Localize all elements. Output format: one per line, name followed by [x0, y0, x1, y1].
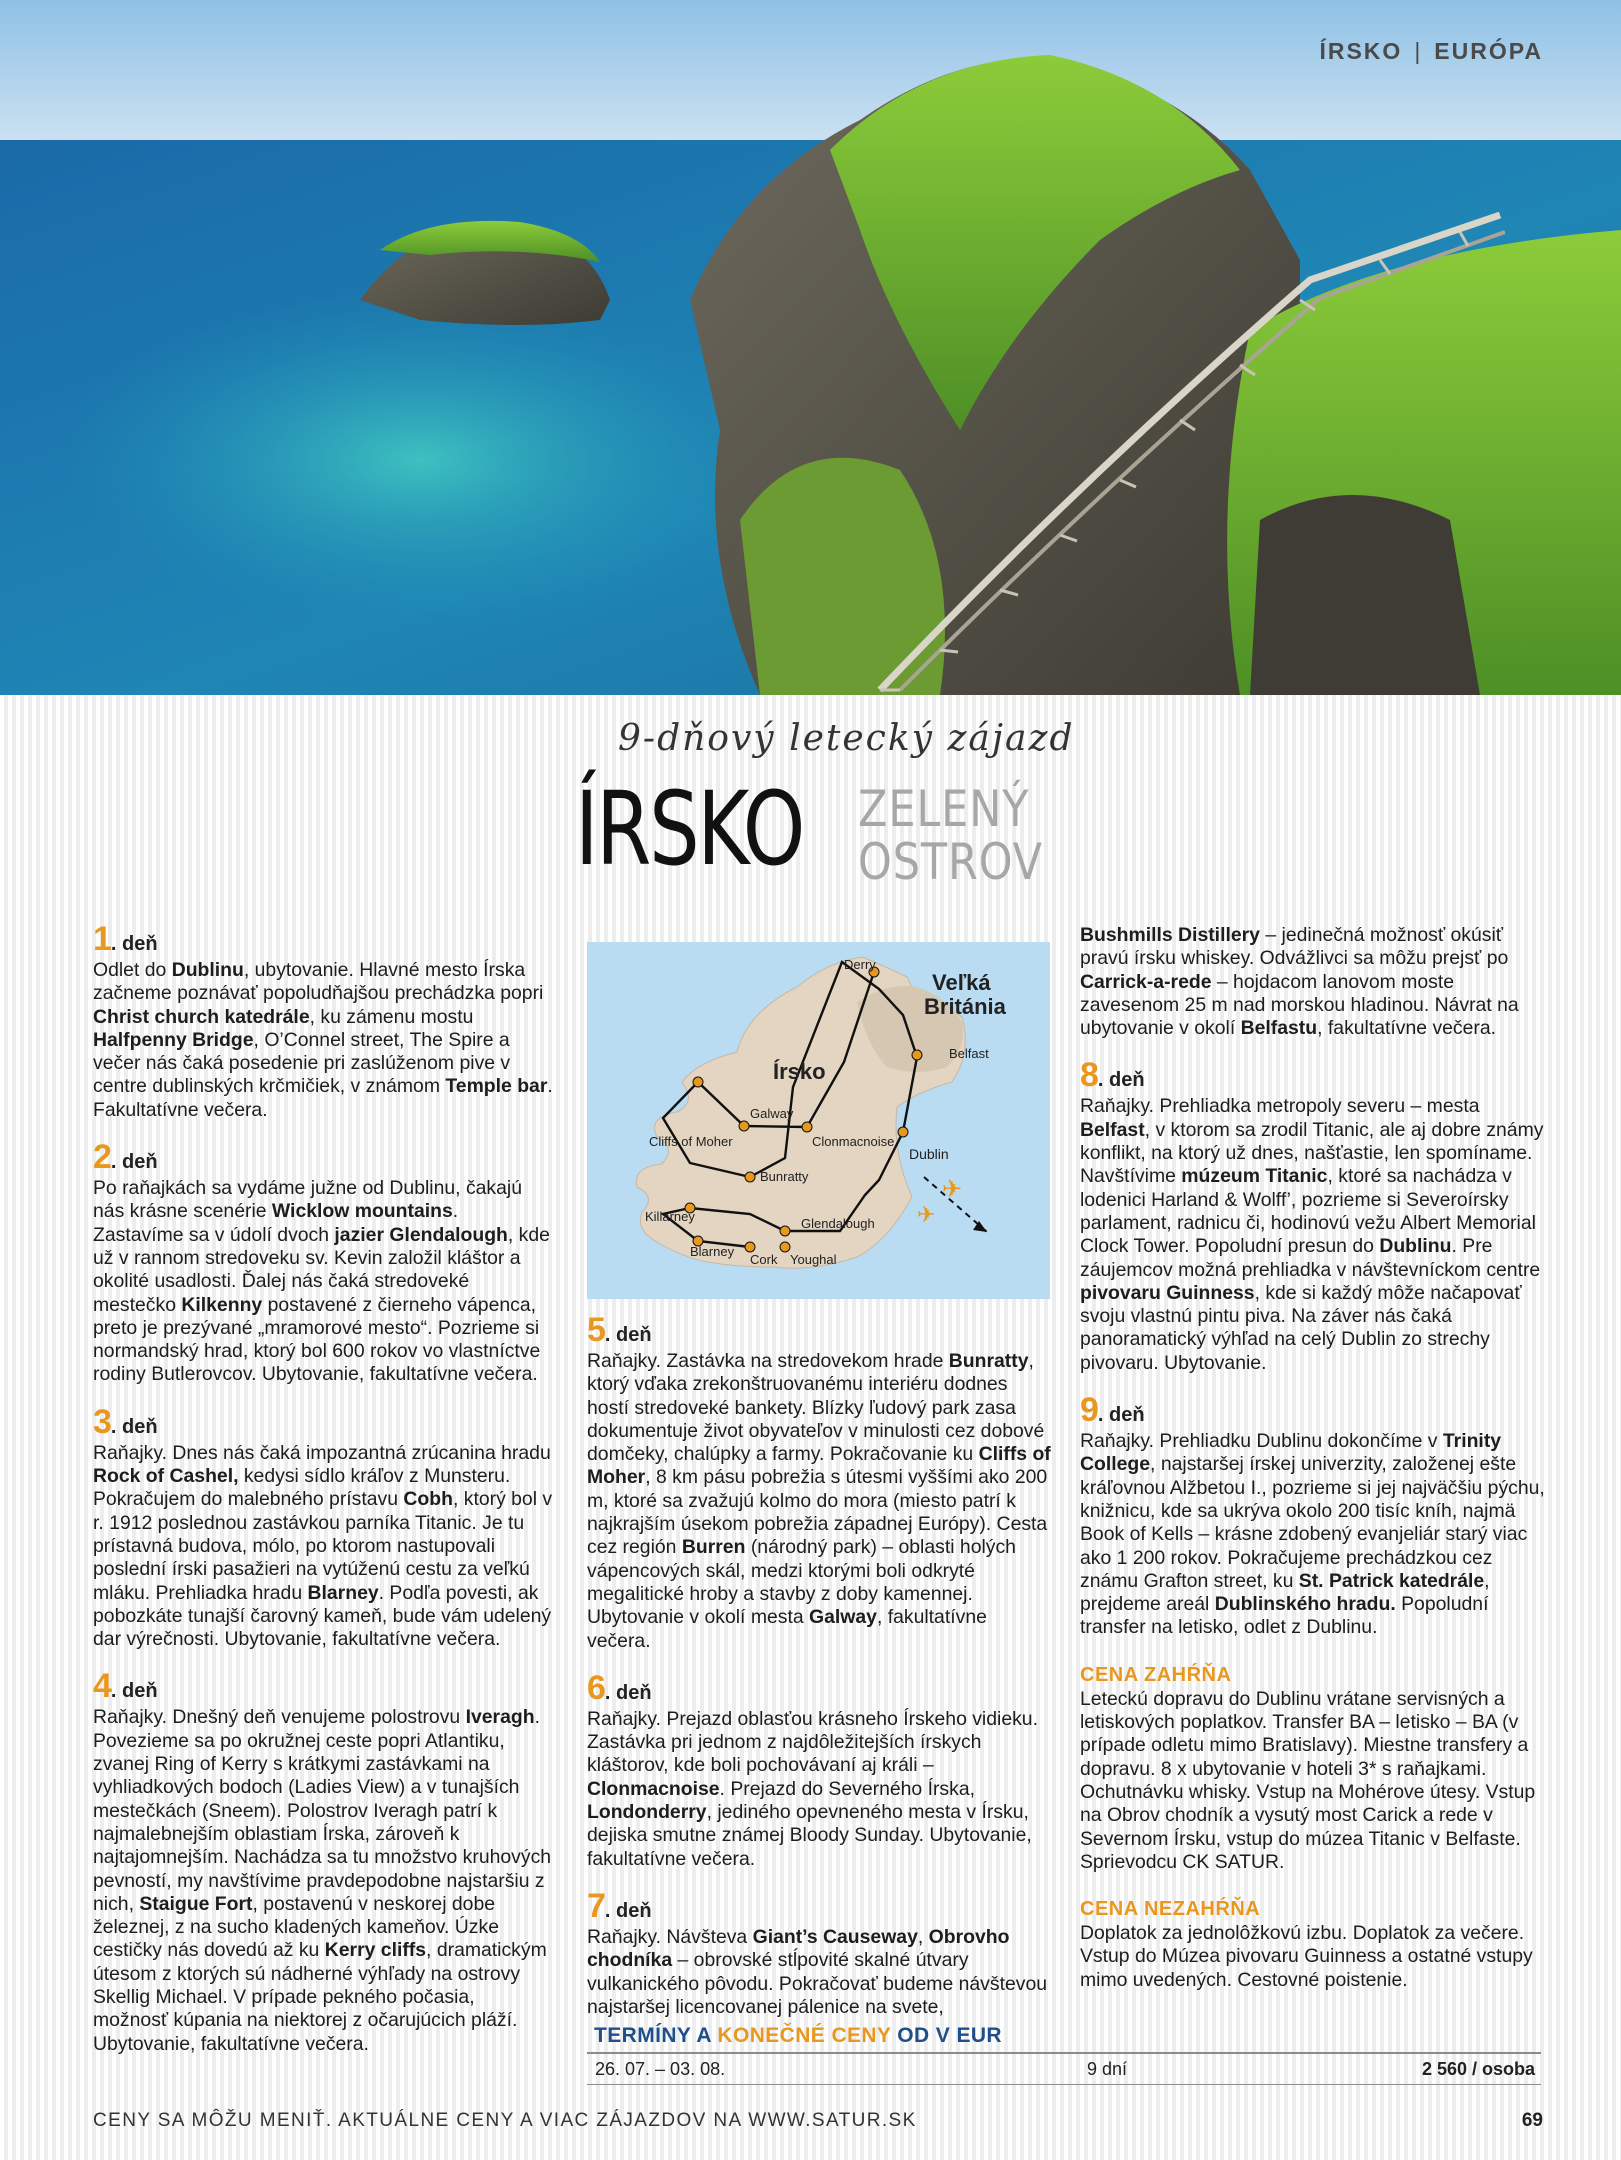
body-text: (národný park) – oblasti holých vápencových skál, medzi ktorými boli odkryté megalitické hroby a stavby z doby kamennej. Ubytovanie v okolí mesta	[587, 1536, 1016, 1629]
body-text: , kde už v rannom stredoveku sv. Kevin založil kláštor a okolité usadlosti. Ďalej nás čaká stredoveké mestečko	[93, 1223, 550, 1316]
highlight-text: Dublinu	[171, 959, 244, 981]
day-number: 1	[93, 920, 111, 958]
map-label-clonmacnoise: Clonmacnoise	[812, 1134, 895, 1149]
body-text: Raňajky. Prehliadka metropoly severu – mesta	[1080, 1095, 1480, 1118]
map-label-uk_line2: Británia	[924, 994, 1006, 1019]
highlight-text: Rock of Cashel,	[93, 1465, 239, 1488]
city-dot	[802, 1122, 812, 1132]
page-number: 69	[1521, 2110, 1543, 2131]
plane-icon: ✈	[917, 1203, 936, 1228]
day-continued	[1080, 924, 1550, 1040]
highlight-text: Wicklow mountains	[271, 1200, 453, 1223]
highlight-text: Temple bar	[445, 1075, 548, 1098]
breadcrumb-continent: EURÓPA	[1434, 38, 1543, 64]
map-label-youghal: Youghal	[790, 1252, 837, 1267]
breadcrumb-divider: |	[1414, 38, 1423, 64]
highlight-text: Halfpenny Bridge	[93, 1028, 254, 1051]
coastal-landscape-illustration	[0, 0, 1621, 695]
city-dot	[739, 1121, 749, 1131]
day-number: 8	[1080, 1056, 1098, 1095]
day-1	[93, 920, 553, 1122]
highlight-text: Belfast	[1080, 1118, 1145, 1141]
body-text: , ku zámenu mostu	[309, 1005, 474, 1028]
price-included-text: Leteckú dopravu do Dublinu vrátane servisných a letiskových poplatkov. Transfer BA – letisko – BA (v prípade odletu mimo Bratislavy). Miestne transfery a dopravu. 8 x ubytovanie v hoteli 3* s raňajkami. Ochutnávku whisky. Vstup na Mohérove útesy. Vstup na Obrov chodník a vysutý most Carick a rede v Severnom Írsku, vstup do múzea Titanic v Belfaste. Sprievodcu CK SATUR.	[1080, 1687, 1536, 1873]
day-description	[1080, 1095, 1550, 1375]
map-label-glendalough: Glendalough	[801, 1216, 875, 1231]
day-heading	[587, 1668, 1052, 1708]
day-heading	[587, 1886, 1052, 1926]
highlight-text: Londonderry	[587, 1801, 707, 1824]
body-text: . Prejazd do Severného Írska,	[719, 1777, 975, 1800]
highlight-text: Belfastu	[1240, 1017, 1318, 1040]
day-heading	[93, 1667, 553, 1706]
highlight-text: Cliffs of Moher	[587, 1443, 1051, 1489]
body-text: Raňajky. Prejazd oblasťou krásneho Írskeho vidieku. Zastávka pri jednom z najdôležitejších írskych kláštorov, kde boli pochovávaní aj králi –	[587, 1707, 1038, 1777]
map-label-galway: Galway	[750, 1106, 794, 1121]
body-text: Raňajky. Dnešný deň venujeme polostrovu	[93, 1706, 466, 1729]
highlight-text: Iveragh	[465, 1706, 535, 1729]
highlight-text: Bunratty	[948, 1350, 1029, 1372]
body-text: , dramatickým útesom z ktorých sú nádherné výhľady na ostrovy Skellig Michael. V prípade pekného počasia, možnosť kúpania na niektorej z očarujúcich pláží. Ubytovanie, fakultatívne večera.	[93, 1939, 547, 2055]
body-text: , fakultatívne večera.	[1317, 1017, 1497, 1040]
term-days: 9 dní	[1087, 2059, 1128, 2079]
body-text: Odlet do	[93, 959, 172, 981]
body-text: Raňajky. Návšteva	[587, 1925, 753, 1948]
body-text: , 8 km pásu pobrežia s útesmi vyššími ako 200 m, ktoré sa zvažujú kolmo do mora (miesto patrí k najkrajším úsekom pobrežia západnej Európy). Cesta cez región	[587, 1466, 1048, 1559]
route-map	[587, 942, 1050, 1299]
trip-subtitle: 9-dňový letecký zájazd	[618, 718, 1075, 759]
body-text: Raňajky. Zastávka na stredovekom hrade	[587, 1350, 949, 1372]
hero-photo	[0, 0, 1621, 695]
day-9	[1080, 1391, 1550, 1640]
city-dot	[745, 1172, 755, 1182]
highlight-text: Staigue Fort	[139, 1892, 253, 1915]
highlight-text: Cobh	[403, 1488, 453, 1511]
body-text: – hojdacom lanovom moste zavesenom 25 m nad morskou hladinou. Návrat na ubytovanie v okolí	[1080, 970, 1519, 1040]
day-number: 4	[93, 1667, 111, 1706]
tagline-line-1: ZELENÝ	[858, 780, 1030, 838]
body-text: , ktorý vďaka zrekonštruovanému interiéru dodnes hostí stredoveké bankety. Blízky ľudový park zasa dokumentuje život obyvateľov v minulosti cez dobové domčeky, chalúpky a farmy. Pokračovanie ku	[587, 1350, 1045, 1466]
day-3	[93, 1402, 553, 1652]
day-5	[587, 1311, 1052, 1653]
map-label-killarney: Killarney	[645, 1209, 695, 1224]
breadcrumb-country: ÍRSKO	[1319, 38, 1403, 64]
highlight-text: Clonmacnoise	[587, 1777, 720, 1800]
day-label: . deň	[110, 1151, 158, 1174]
day-label: . deň	[110, 1415, 158, 1438]
highlight-text: St. Patrick katedrále	[1298, 1569, 1485, 1592]
terms-heading: TERMÍNY A KONEČNÉ CENY OD V EUR	[594, 2024, 1002, 2047]
body-text: Raňajky. Dnes nás čaká impozantná zrúcanina hradu	[93, 1441, 551, 1464]
body-text: , ktoré sa nachádza v lodenici Harland & Wolff’, pozrieme si Severoírsky parlament, radnicu či, hodinovú vežu Albert Memorial Clock Tower. Popoludní presun do	[1080, 1165, 1536, 1258]
day-heading	[1080, 1391, 1550, 1430]
highlight-text: Burren	[681, 1536, 746, 1559]
body-text: , v ktorom sa zrodil Titanic, ale aj dobre známy konflikt, na ktorý už dnes, našťastie, len spomíname. Navštívime	[1080, 1118, 1544, 1188]
highlight-text: Bushmills Distillery	[1080, 924, 1260, 946]
body-text: , ubytovanie. Hlavné mesto Írska začneme poznávať popoludňajšou prechádzka popri	[93, 959, 544, 1005]
price-excluded	[1080, 1896, 1550, 1992]
day-number: 7	[587, 1886, 605, 1925]
city-dot	[898, 1127, 908, 1137]
day-heading	[93, 1402, 553, 1442]
body-text: , prejdeme areál	[1080, 1569, 1490, 1616]
day-label: . deň	[110, 1680, 158, 1703]
body-text: Raňajky. Prehliadku Dublinu dokončíme v	[1080, 1430, 1443, 1453]
highlight-text: pivovaru Guinness	[1080, 1281, 1255, 1304]
itinerary-column-1	[93, 920, 553, 2056]
highlight-text: Obrovho chodníka	[587, 1925, 1010, 1972]
highlight-text: Christ church katedrále	[93, 1005, 310, 1028]
day-description	[587, 1926, 1052, 2019]
highlight-text: Galway	[809, 1606, 877, 1629]
highlight-text: múzeum Titanic	[1181, 1165, 1328, 1188]
price-included	[1080, 1662, 1550, 1874]
body-text: , jediného opevneného mesta v Írsku, dejiska smutne známej Bloody Sunday. Ubytovanie, fakultatívne večera.	[587, 1801, 1032, 1870]
city-dot	[780, 1242, 790, 1252]
body-text: , kde si každý môže načapovať svoju vlastnú pintu piva. Na záver nás čaká panoramatický výhľad na celý Dublin zo strechy pivovaru. Ubytovanie.	[1080, 1281, 1522, 1374]
term-price: 2 560 / osoba	[1421, 2059, 1535, 2079]
body-text: , fakultatívne večera.	[587, 1606, 987, 1652]
day-heading	[1080, 1056, 1550, 1095]
day-number: 3	[93, 1402, 111, 1441]
day-description	[93, 1177, 553, 1387]
page-title-tagline	[858, 780, 1043, 891]
body-text: . Povezieme sa po okružnej ceste popri Atlantiku, zvanej Ring of Kerry s krátkymi zastávkami na vyhliadkových bodoch (Ladies View) a v tunajších mestečkách (Sneem). Polostrov Iveragh patrí k najmalebnejším oblastiam Írska, zároveň k najtajomnejším. Nachádza sa tu množstvo kruhových pevností, my navštívime pravdepodobne najstaršiu z nich,	[93, 1706, 552, 1915]
day-number: 9	[1080, 1391, 1098, 1430]
body-text: Po raňajkách sa vydáme južne od Dublinu, čakajú nás krásne scenérie	[93, 1177, 522, 1223]
day-label: . deň	[1097, 1404, 1145, 1427]
map-label-ireland: Írsko	[773, 1059, 826, 1084]
day-label: . deň	[604, 1681, 652, 1704]
page-title: ÍRSKO	[575, 770, 803, 889]
day-4	[93, 1667, 553, 2055]
day-label: . deň	[110, 933, 158, 955]
terms-table-row	[587, 2054, 1541, 2084]
day-6	[587, 1668, 1052, 1871]
city-dot	[780, 1226, 790, 1236]
body-text: . Pre záujemcov možná prehliadka v návštevníckom centre	[1080, 1235, 1541, 1281]
itinerary-column-3	[1080, 924, 1550, 1992]
body-text: ,	[917, 1925, 929, 1948]
body-text: , najstaršej írskej univerzity, založenej ešte kráľovnou Alžbetou I., pozrieme si jej najväčšiu pýchu, knižnicu, kde sa ukrýva okolo 200 tisíc kníh, najmä Book of Kells – krásne zdobený evanjeliár starý viac ako 1 200 rokov. Pokračujeme prechádzkou cez známu Grafton street, ku	[1080, 1453, 1545, 1592]
highlight-text: Giant’s Causeway	[752, 1925, 918, 1948]
map-label-derry: Derry	[844, 957, 876, 972]
day-description	[1080, 1430, 1550, 1640]
body-text: kedysi sídlo kráľov z Munsteru. Pokračujem do malebného prístavu	[93, 1465, 511, 1511]
day-2	[93, 1138, 553, 1387]
tagline-line-2: OSTROV	[858, 833, 1043, 891]
price-included-heading: CENA ZAHŔŇA	[1080, 1663, 1232, 1686]
map-label-dublin: Dublin	[909, 1146, 949, 1162]
day-label: . deň	[604, 1899, 652, 1922]
body-text: , ktorý bol v r. 1912 poslednou zastávkou parníka Titanic. Je tu prístavná budova, mólo, po ktorom nastupovali poslední írski pasažieri na vytúženú cestu za veľkú mláku. Prehliadka hradu	[93, 1488, 553, 1604]
highlight-text: Kilkenny	[181, 1293, 263, 1316]
body-text: postavené z čierneho vápenca, preto je prezývané „mramorové mesto“. Pozrieme si normandský hrad, ktorý bol 600 rokov vo vlastníctve rodiny Butlerovcov. Ubytovanie, fakultatívne večera.	[93, 1293, 541, 1386]
day-description	[93, 959, 553, 1122]
day-8	[1080, 1056, 1550, 1375]
highlight-text: Carrick-a-rede	[1080, 970, 1212, 993]
day-description	[587, 1350, 1052, 1653]
day-description	[587, 1708, 1052, 1871]
day-label: . deň	[1097, 1069, 1145, 1092]
highlight-text: Kerry cliffs	[324, 1939, 427, 1962]
map-label-cork: Cork	[750, 1252, 778, 1267]
highlight-text: Blarney	[307, 1581, 379, 1604]
map-label-bunratty: Bunratty	[760, 1169, 809, 1184]
map-label-belfast: Belfast	[949, 1046, 989, 1061]
day-description	[93, 1442, 553, 1652]
terms-divider-bottom	[587, 2084, 1541, 2085]
section-breadcrumb	[1319, 38, 1543, 65]
map-label-cliffs: Cliffs of Moher	[649, 1134, 733, 1149]
day-number: 5	[587, 1311, 605, 1349]
city-dot	[745, 1242, 755, 1252]
body-text: , O’Connel street, The Spire a večer nás čaká posedenie pri zaslúženom pive v centre dublinských krčmičiek, v známom	[93, 1028, 511, 1098]
day-heading	[93, 920, 553, 959]
body-text: – obrovské stĺpovité skalné útvary vulkanického pôvodu. Pokračovať budeme návštevou najstaršej licencovanej pálenice na svete,	[587, 1949, 1048, 2018]
day-heading	[93, 1138, 553, 1177]
highlight-text: Dublinského hradu.	[1214, 1593, 1396, 1616]
highlight-text: Dublinu	[1379, 1235, 1452, 1258]
body-text: . Fakultatívne večera.	[93, 1075, 553, 1121]
footer-note: CENY SA MÔŽU MENIŤ. AKTUÁLNE CENY A VIAC ZÁJAZDOV NA WWW.SATUR.SK	[93, 2110, 917, 2131]
itinerary-column-2	[587, 1311, 1052, 2019]
day-label: . deň	[604, 1324, 652, 1346]
highlight-text: Trinity College	[1080, 1430, 1502, 1476]
highlight-text: jazier Glendalough	[334, 1223, 508, 1246]
day-number: 6	[587, 1668, 605, 1707]
day-description	[1080, 924, 1550, 1040]
term-dates: 26. 07. – 03. 08.	[595, 2059, 726, 2079]
body-text: . Zastavíme sa v údolí dvoch	[93, 1200, 459, 1246]
plane-icon: ✈	[942, 1175, 963, 1203]
city-dot	[912, 1050, 922, 1060]
map-label-uk_line1: Veľká	[932, 970, 991, 995]
price-excluded-text: Doplatok za jednolôžkovú izbu. Doplatok za večere. Vstup do Múzea pivovaru Guinness a ostatné vstupy mimo uvedených. Cestovné poistenie.	[1080, 1922, 1533, 1991]
city-dot	[693, 1077, 703, 1087]
day-7	[587, 1886, 1052, 2019]
day-number: 2	[93, 1138, 111, 1177]
body-text: Popoludní transfer na letisko, odlet z Dublinu.	[1080, 1593, 1489, 1639]
body-text: . Podľa povesti, ak pobozkáte tunajší čarovný kameň, bude vám udelený dar výrečnosti. Ubytovanie, fakultatívne večera.	[93, 1581, 552, 1651]
price-excluded-heading: CENA NEZAHŔŇA	[1080, 1898, 1261, 1921]
day-description	[93, 1706, 553, 2055]
body-text: , postavenú v neskorej dobe železnej, z na sucho kladených kameňov. Úzke cestičky nás dovedú až ku	[93, 1892, 499, 1962]
map-label-blarney: Blarney	[690, 1244, 735, 1259]
day-heading	[587, 1311, 1052, 1350]
body-text: – jedinečná možnosť okúsiť pravú írsku whiskey. Odvážlivci sa môžu prejsť po	[1080, 924, 1509, 970]
